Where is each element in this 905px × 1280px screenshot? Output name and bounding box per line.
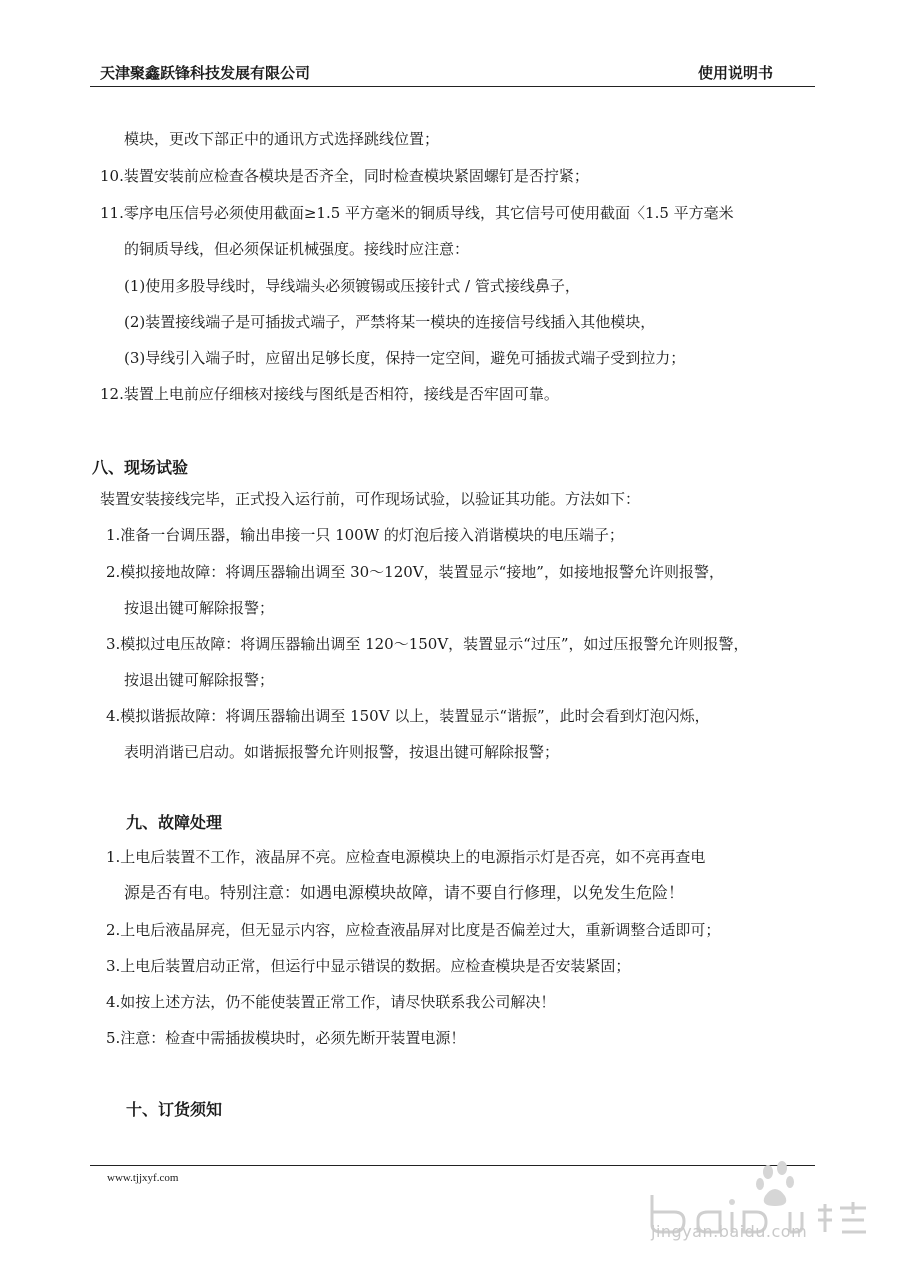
watermark-text: jingyan.baidu.com xyxy=(651,1222,808,1241)
list-item-4: 4.模拟谐振故障：将调压器输出调至 150V 以上，装置显示“谐振”，此时会看到灯泡闪烁， xyxy=(106,707,710,725)
list-item-2-cont: 按退出键可解除报警； xyxy=(124,599,275,617)
list-item-5: 5.注意：检查中需插拔模块时，必须先断开装置电源！ xyxy=(106,1029,466,1047)
header-rule xyxy=(90,86,815,87)
list-item-11: 11.零序电压信号必须使用截面≥1.5 平方毫米的铜质导线，其它信号可使用截面〈1.5 平方毫米 xyxy=(100,204,734,222)
list-item-1-cont: 源是否有电。特别注意：如遇电源模块故障，请不要自行修理，以免发生危险！ xyxy=(124,883,685,902)
list-item-3: 3.上电后装置启动正常，但运行中显示错误的数据。应检查模块是否安装紧固； xyxy=(106,957,631,975)
section-intro: 装置安装接线完毕，正式投入运行前，可作现场试验，以验证其功能。方法如下： xyxy=(100,490,641,508)
section-heading-8: 八、现场试验 xyxy=(92,458,189,477)
sub-item-3: (3)导线引入端子时，应留出足够长度，保持一定空间，避免可插拔式端子受到拉力； xyxy=(124,349,686,367)
sub-item-2: (2)装置接线端子是可插拔式端子，严禁将某一模块的连接信号线插入其他模块， xyxy=(124,313,656,331)
footer-url: www.tjjxyf.com xyxy=(107,1172,179,1184)
list-item-1: 1.上电后装置不工作，液晶屏不亮。应检查电源模块上的电源指示灯是否亮，如不亮再查电 xyxy=(106,848,706,866)
section-heading-9: 九、故障处理 xyxy=(126,813,223,832)
paragraph-line: 模块，更改下部正中的通讯方式选择跳线位置； xyxy=(124,130,440,148)
section-heading-10: 十、订货须知 xyxy=(126,1100,223,1119)
list-item-4-cont: 表明消谐已启动。如谐振报警允许则报警，按退出键可解除报警； xyxy=(124,743,560,761)
list-item-3: 3.模拟过电压故障：将调压器输出调至 120～150V，装置显示“过压”，如过压报警允许则报警， xyxy=(106,635,749,653)
sub-item-1: (1)使用多股导线时，导线端头必须镀锡或压接针式 / 管式接线鼻子， xyxy=(124,277,580,295)
list-item-12: 12.装置上电前应仔细核对接线与图纸是否相符，接线是否牢固可靠。 xyxy=(100,385,559,403)
list-item-3-cont: 按退出键可解除报警； xyxy=(124,671,275,689)
list-item-1: 1.准备一台调压器，输出串接一只 100W 的灯泡后接入消谐模块的电压端子； xyxy=(106,526,624,544)
document-type: 使用说明书 xyxy=(697,64,773,82)
baidu-watermark-logo xyxy=(640,1150,880,1260)
company-name: 天津聚鑫跃锋科技发展有限公司 xyxy=(100,64,311,82)
list-item-10: 10.装置安装前应检查各模块是否齐全，同时检查模块紧固螺钉是否拧紧； xyxy=(100,167,589,185)
list-item-11-cont: 的铜质导线，但必须保证机械强度。接线时应注意： xyxy=(124,240,470,258)
list-item-2: 2.模拟接地故障：将调压器输出调至 30～120V，装置显示“接地”，如接地报警允许则报警， xyxy=(106,563,724,581)
page-header xyxy=(90,62,815,88)
list-item-2: 2.上电后液晶屏亮，但无显示内容，应检查液晶屏对比度是否偏差过大，重新调整合适即可； xyxy=(106,921,721,939)
list-item-4: 4.如按上述方法，仍不能使装置正常工作，请尽快联系我公司解决！ xyxy=(106,993,556,1011)
